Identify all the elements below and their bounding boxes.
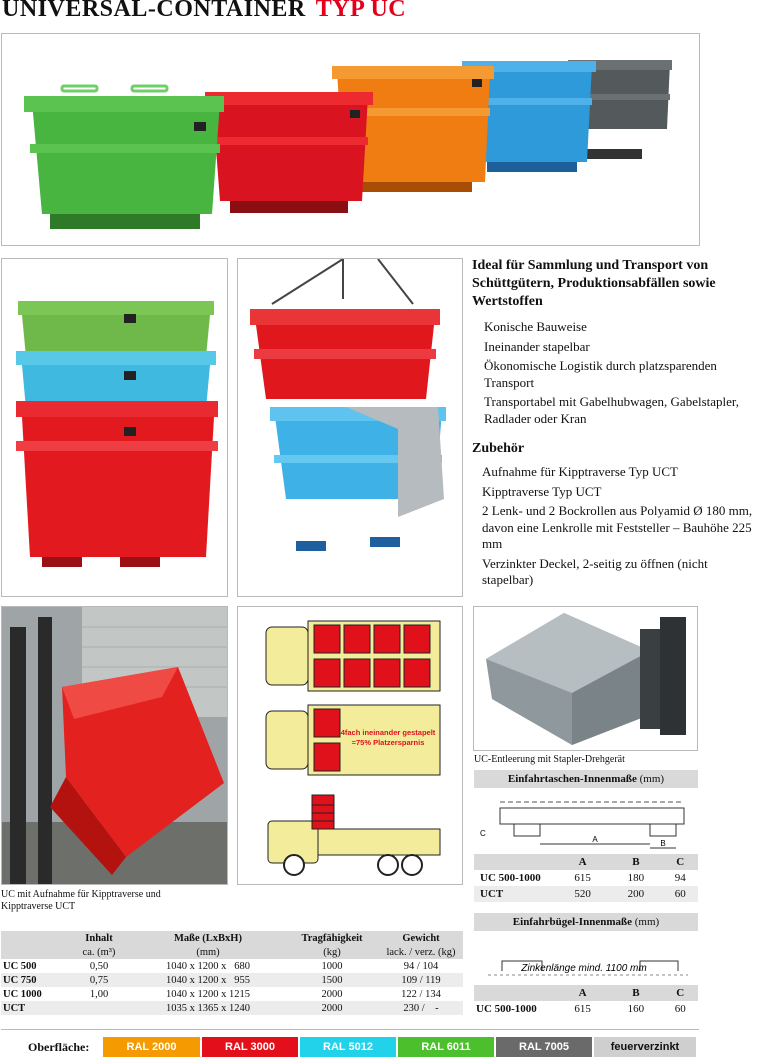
accessory-item: 2 Lenk- und 2 Bockrollen aus Polyamid Ø 180 mm, davon eine Lenkrolle mit Feststeller – Bauhöhe 225 mm <box>482 503 753 551</box>
title-main: UNIVERSAL-CONTAINER <box>2 0 306 22</box>
accessory-item: Aufnahme für Kipptraverse Typ UCT <box>482 464 678 479</box>
photo-rotator-emptying <box>473 606 698 751</box>
photo-crane-lift <box>237 258 463 597</box>
bracket-dimensions <box>474 913 698 1017</box>
surface-option-ral-7005: RAL 7005 <box>496 1037 592 1057</box>
intro-section <box>472 257 760 592</box>
stacking-note-2: =75% Platzersparnis <box>351 738 425 747</box>
feature-item: Konische Bauweise <box>484 319 587 334</box>
table-row: UC 500-1000 615 180 94 <box>480 872 686 884</box>
bracket-note: Zinkenlänge mind. 1100 mm <box>521 963 647 974</box>
pocket-drawing <box>474 788 698 854</box>
accessory-item: Kipptraverse Typ UCT <box>482 483 602 499</box>
surface-option-feuerverzinkt: feuerverzinkt <box>594 1037 696 1057</box>
truck-top-view-1 <box>266 621 440 691</box>
stacking-note-1: 4fach ineinander gestapelt <box>340 728 436 737</box>
surface-option-ral-2000: RAL 2000 <box>103 1037 200 1057</box>
feature-item: Transportabel mit Gabelhubwagen, Gabelstapler, Radlader oder Kran <box>484 394 739 426</box>
surface-option-ral-6011: RAL 6011 <box>398 1037 494 1057</box>
table-row: UCT 520 200 60 <box>474 886 698 902</box>
feature-item: Ökonomische Logistik durch platzsparenden Transport <box>484 358 717 390</box>
svg-text:C: C <box>480 829 486 838</box>
diagram-truck-stacking <box>237 606 463 885</box>
bracket-title: Einfahrbügel-Innenmaße (mm) <box>474 913 698 931</box>
spec-table: Inhalt Maße (LxBxH) Tragfähigkeit Gewicht ca. (m³) (mm) (kg) lack. / verz. (kg) UC 500 0,50 1040 x 1200 x 680 1000 94 / 104 UC 750 0,75 1040 x 1200 x 955 1500 109 / 119 UC 1000 1,00 1040 x 1200 x 1215 2000 122 / 134 UCT 1035 x 1365 x 1240 2000 230 / - <box>1 931 463 1015</box>
feature-item: Ineinander stapelbar <box>484 338 590 354</box>
page-title <box>2 0 406 23</box>
pocket-dimensions <box>474 770 698 902</box>
accessories-list <box>472 464 760 589</box>
table-row: UC 500-1000 615 160 60 <box>476 1003 686 1015</box>
svg-text:A: A <box>592 835 598 844</box>
table-row: UC 1000 1,00 1040 x 1200 x 1215 2000 122 / 134 <box>3 988 441 1000</box>
pocket-table: A B C UC 500-1000 615 180 94 UCT 520 200 60 <box>474 854 698 902</box>
table-row: UC 750 0,75 1040 x 1200 x 955 1500 109 / 119 <box>1 973 463 987</box>
container-red <box>205 92 373 213</box>
bracket-drawing <box>474 931 698 985</box>
surface-option-ral-5012: RAL 5012 <box>300 1037 396 1057</box>
feature-list <box>472 319 760 427</box>
caption-forklift: UC mit Aufnahme für Kipptraverse und Kipptraverse UCT <box>1 889 161 912</box>
photo-stacked-containers <box>1 258 228 597</box>
title-type: TYP UC <box>315 0 407 22</box>
caption-rotator: UC-Entleerung mit Stapler-Drehgerät <box>474 754 625 765</box>
accessories-heading: Zubehör <box>472 441 525 456</box>
bracket-table: A B C UC 500-1000 615 160 60 <box>474 985 698 1017</box>
intro-heading: Ideal für Sammlung und Transport von Schüttgütern, Produktionsabfällen sowie Wertstoffen <box>472 258 716 309</box>
table-row: UCT 1035 x 1365 x 1240 2000 230 / - <box>1 1001 463 1015</box>
truck-top-view-2 <box>266 705 440 775</box>
hero-photo-container-lineup <box>1 33 700 246</box>
svg-text:B: B <box>660 839 666 848</box>
pocket-title: Einfahrtaschen-Innenmaße (mm) <box>474 770 698 788</box>
accessory-item: Verzinkter Deckel, 2-seitig zu öffnen (nicht stapelbar) <box>482 555 708 587</box>
surface-option-ral-3000: RAL 3000 <box>202 1037 298 1057</box>
table-row: UC 500 0,50 1040 x 1200 x 680 1000 94 / 104 <box>3 960 439 972</box>
container-green <box>24 86 224 229</box>
surface-label: Oberfläche: <box>28 1040 90 1054</box>
photo-forklift-tipping <box>1 606 228 885</box>
